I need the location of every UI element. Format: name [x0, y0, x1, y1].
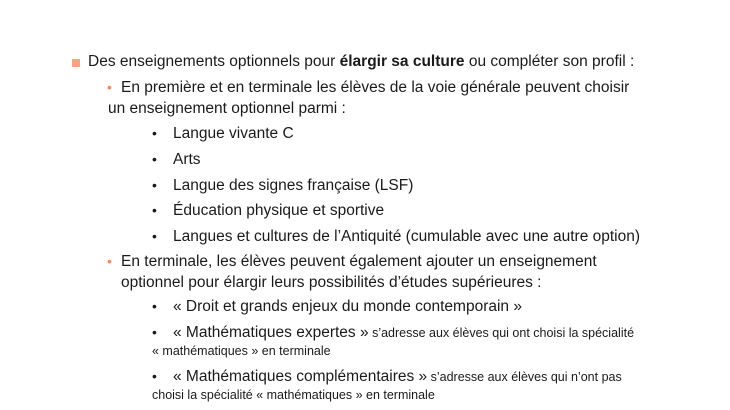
orange-dot-bullet-icon: •: [107, 253, 112, 269]
bullet-icon: •: [152, 202, 157, 218]
sub1-item-4: Éducation physique et sportive: [173, 202, 385, 219]
bullet-icon: •: [152, 177, 157, 193]
sub1-item-3: Langue des signes française (LSF): [173, 177, 414, 194]
sub2-item-3: [173, 369, 622, 385]
sub1-item-2: Arts: [173, 151, 201, 168]
sub2-line2: optionnel pour élargir leurs possibilités d’études supérieures :: [121, 274, 542, 291]
bullet-icon: •: [152, 151, 157, 167]
sub1-item-1: Langue vivante C: [173, 125, 294, 142]
sub2-item-1: « Droit et grands enjeux du monde contemporain »: [173, 298, 522, 315]
sub2-item-2-title: « Mathématiques expertes »: [173, 324, 369, 341]
level1-prefix: Des enseignements optionnels pour: [88, 53, 340, 70]
sub2-item-3-title: « Mathématiques complémentaires »: [173, 368, 428, 385]
sub1-line2: un enseignement optionnel parmi :: [108, 100, 346, 117]
sub2-item-2-desc-cont: « mathématiques » en terminale: [152, 344, 331, 358]
level1-suffix: ou compléter son profil :: [464, 53, 635, 70]
sub2-item-2: [173, 325, 634, 341]
level1-line: [88, 54, 634, 70]
sub2-item-2-desc: s’adresse aux élèves qui ont choisi la spécialité: [368, 326, 635, 340]
sub2-line1: En terminale, les élèves peuvent également ajouter un enseignement: [121, 253, 597, 270]
bullet-icon: •: [152, 324, 157, 340]
bullet-icon: •: [152, 368, 157, 384]
sub2-item-3-desc-cont: choisi la spécialité « mathématiques » en terminale: [152, 388, 435, 402]
orange-dot-bullet-icon: •: [107, 79, 112, 95]
bullet-icon: •: [152, 228, 157, 244]
sub1-item-5: Langues et cultures de l’Antiquité (cumulable avec une autre option): [173, 228, 641, 245]
bullet-icon: •: [152, 125, 157, 141]
sub1-line1: En première et en terminale les élèves de la voie générale peuvent choisir: [121, 79, 630, 96]
bullet-icon: •: [152, 298, 157, 314]
level1-bold: élargir sa culture: [339, 53, 465, 70]
sub2-item-3-desc: s’adresse aux élèves qui n’ont pas: [427, 370, 622, 384]
square-bullet-icon: [72, 59, 80, 67]
